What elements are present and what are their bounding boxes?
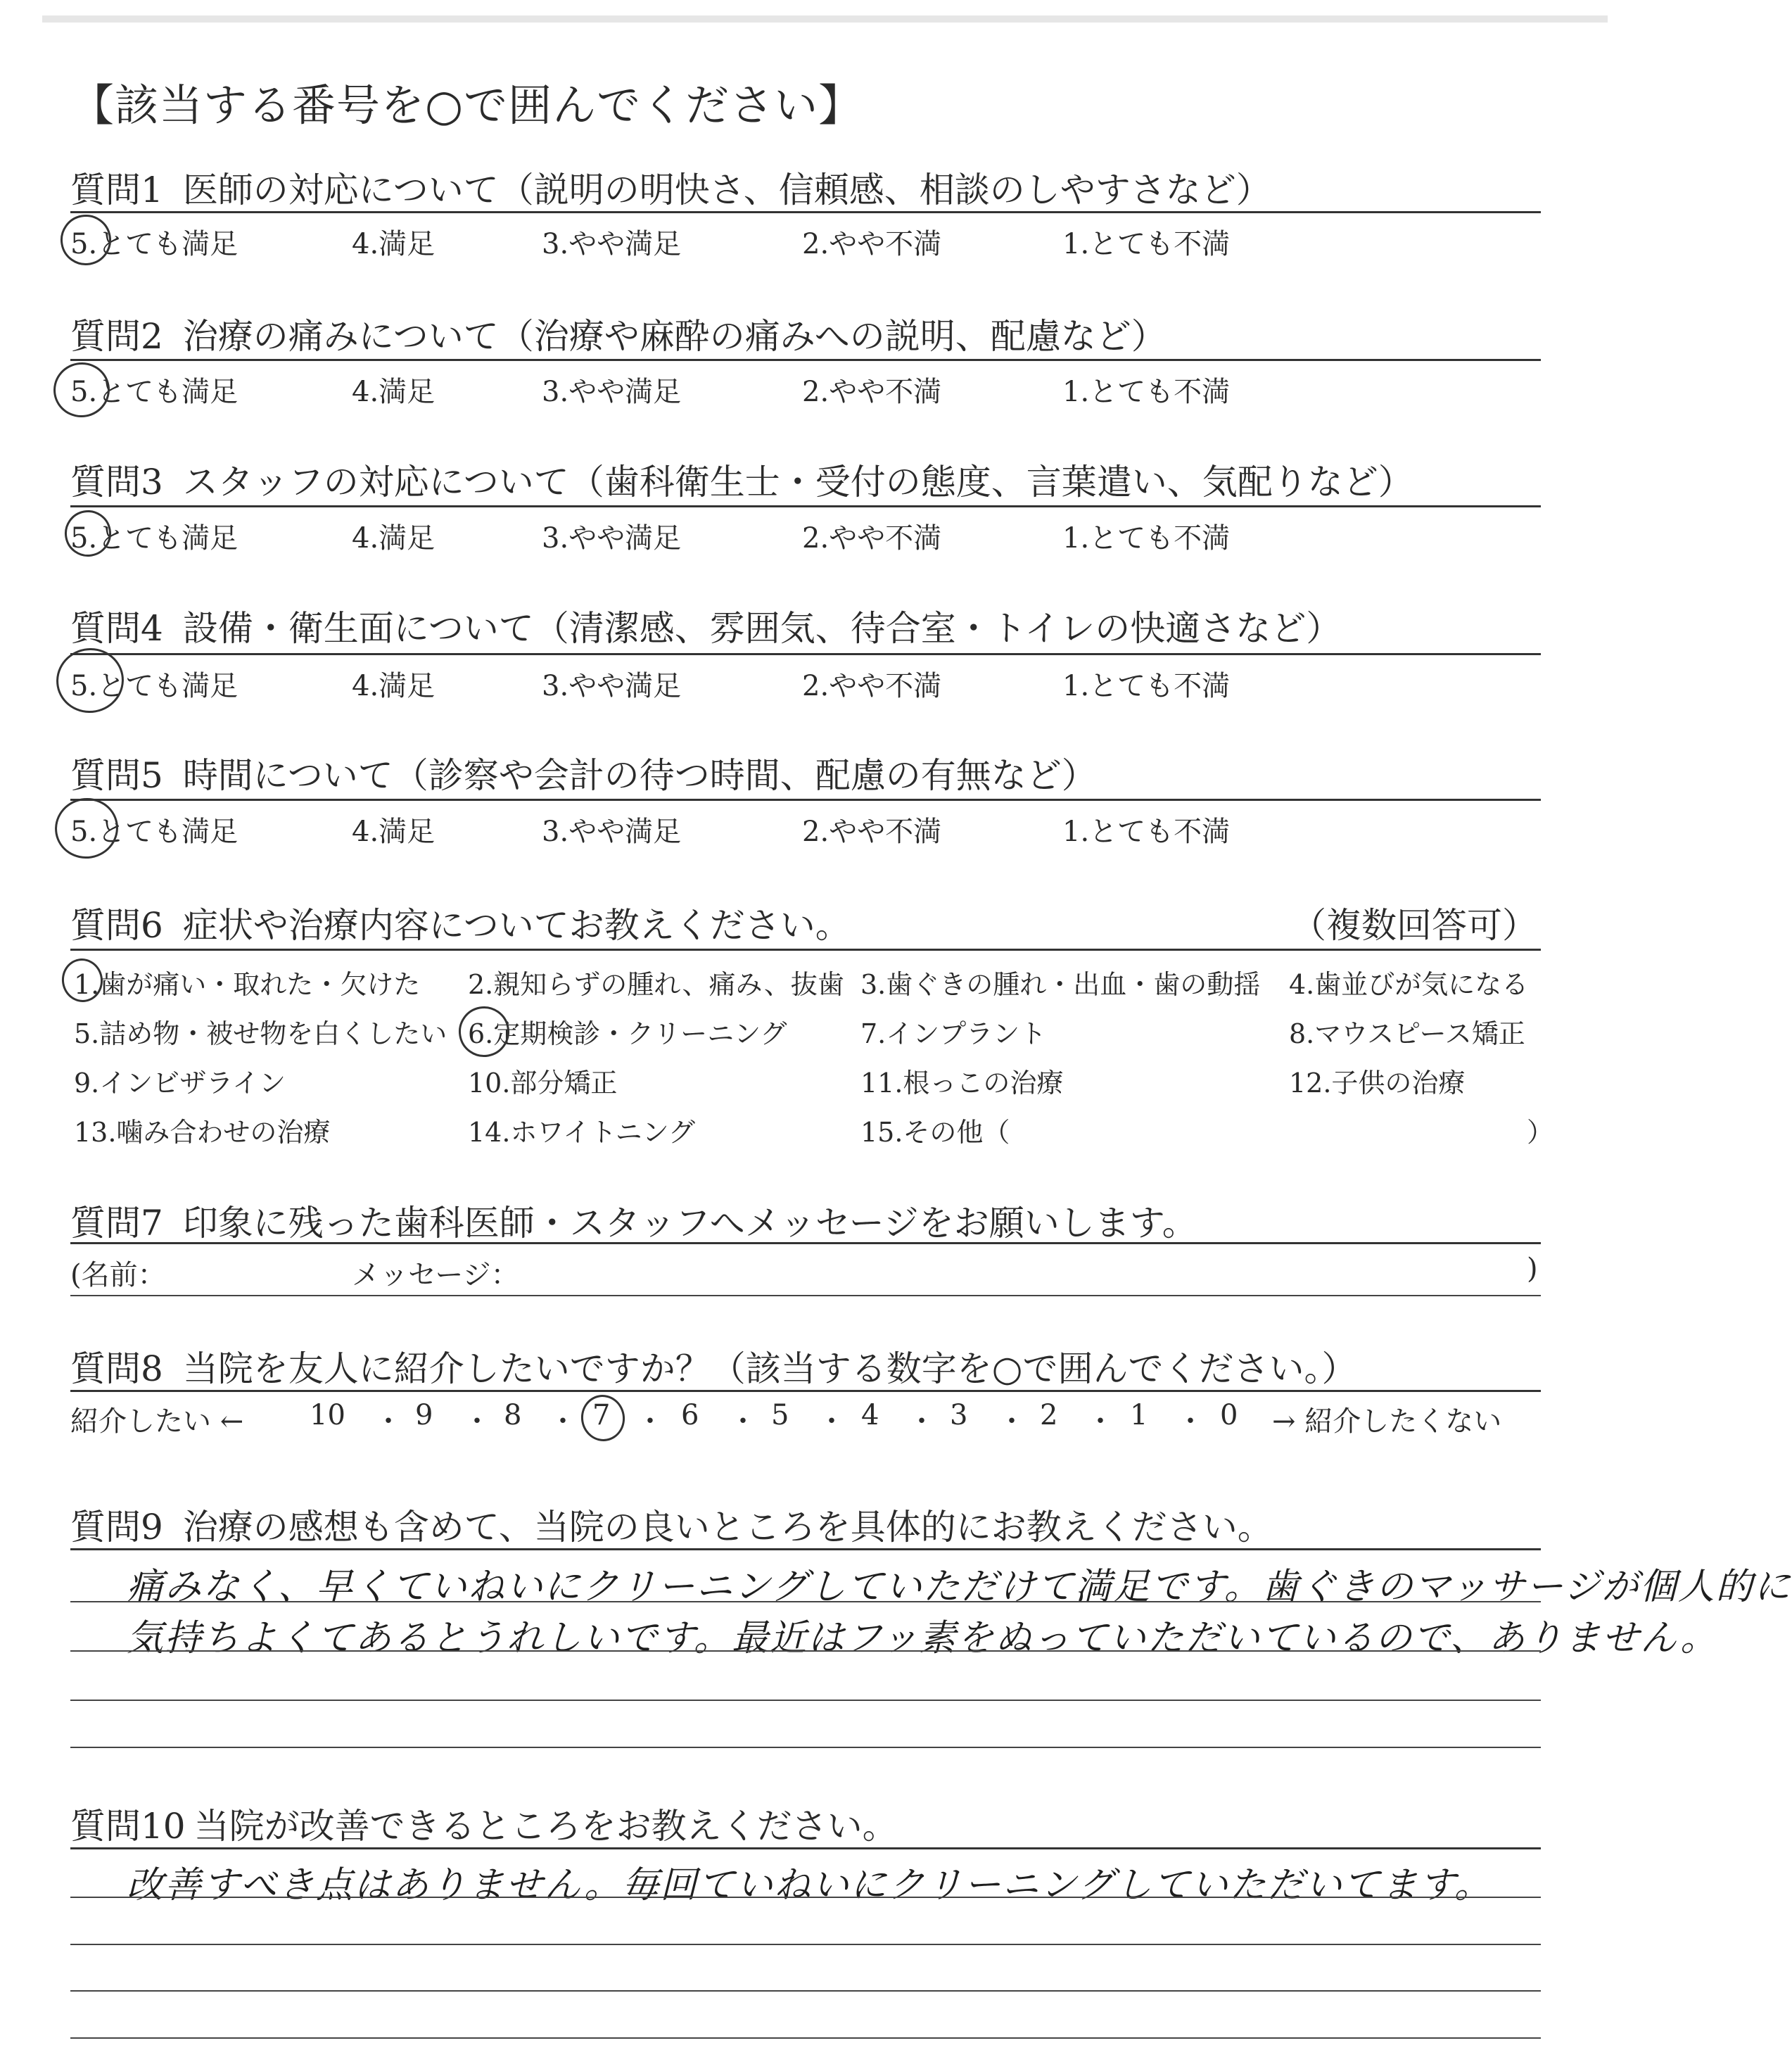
q8-scale-dot: ・ — [374, 1405, 402, 1438]
q10-answer-line-4 — [70, 2037, 1541, 2039]
q4-option-1[interactable]: 1.とても不満 — [1062, 670, 1231, 702]
question-2 — [70, 308, 1167, 359]
question-7-number: 質問7 — [70, 1203, 163, 1244]
q8-right-label: → 紹介したくない — [1272, 1405, 1502, 1438]
question-6 — [70, 897, 851, 948]
q7-answer-line — [70, 1295, 1541, 1296]
question-8-text: 当院を友人に紹介したいですか？（該当する数字を○で囲んでください。） — [182, 1348, 1357, 1389]
q8-scale-dot: ・ — [549, 1405, 577, 1438]
q8-scale-9[interactable]: 9 — [415, 1399, 433, 1431]
question-4-number: 質問4 — [70, 608, 163, 649]
q1-option-2[interactable]: 2.やや不満 — [802, 228, 942, 260]
question-8 — [70, 1341, 1356, 1391]
q2-option-1[interactable]: 1.とても不満 — [1062, 376, 1231, 408]
question-8-rule — [70, 1390, 1541, 1392]
q10-handwritten-line-1: 改善すべき点はありません。毎回ていねいにクリーニングしていただいてます。 — [127, 1864, 1492, 1906]
q9-handwritten-line-2: 気持ちよくてあるとうれしいです。最近はフッ素をぬっていただいているので、ありません。 — [127, 1617, 1719, 1659]
question-10-number: 質問10 — [70, 1806, 186, 1847]
q4-option-2[interactable]: 2.やや不満 — [802, 670, 942, 702]
question-1 — [70, 162, 1271, 213]
q7-close-paren: ) — [1527, 1253, 1538, 1285]
question-2-text: 治療の痛みについて（治療や麻酔の痛みへの説明、配慮など） — [182, 316, 1167, 357]
q3-option-5[interactable]: 5.とても満足 — [70, 522, 239, 555]
question-4 — [70, 600, 1341, 651]
q1-option-3[interactable]: 3.やや満足 — [542, 228, 682, 260]
q6-option-5[interactable]: 5.詰め物・被せ物を白くしたい — [74, 1018, 447, 1049]
question-3-rule — [70, 505, 1541, 507]
q9-answer-line-2 — [70, 1650, 1541, 1652]
q5-option-5[interactable]: 5.とても満足 — [70, 816, 239, 848]
q1-option-1[interactable]: 1.とても不満 — [1062, 228, 1231, 260]
q8-scale-4[interactable]: 4 — [861, 1399, 879, 1431]
q6-option-7[interactable]: 7.インプラント — [860, 1018, 1047, 1049]
q8-scale-dot: ・ — [1086, 1405, 1114, 1438]
q3-option-3[interactable]: 3.やや満足 — [542, 522, 682, 555]
q6-option-1[interactable]: 1.歯が痛い・取れた・欠けた — [74, 969, 421, 1000]
question-10-text: 当院が改善できるところをお教えください。 — [193, 1806, 898, 1847]
q9-handwritten-line-1: 痛みなく、早くていねいにクリーニングしていただけて満足です。歯ぐきのマッサージが個人的に — [127, 1566, 1792, 1608]
q6-option-3[interactable]: 3.歯ぐきの腫れ・出血・歯の動揺 — [860, 969, 1261, 1000]
q9-answer-line-1 — [70, 1601, 1541, 1602]
q3-option-4[interactable]: 4.満足 — [352, 522, 436, 555]
question-9-number: 質問9 — [70, 1507, 163, 1548]
q6-option-14[interactable]: 14.ホワイトニング — [468, 1117, 696, 1148]
question-5 — [70, 747, 1097, 798]
q6-option-9[interactable]: 9.インビザライン — [74, 1068, 286, 1099]
q8-scale-5[interactable]: 5 — [771, 1399, 789, 1431]
q8-scale-2[interactable]: 2 — [1040, 1399, 1058, 1431]
q3-option-2[interactable]: 2.やや不満 — [802, 522, 942, 555]
q6-option-10[interactable]: 10.部分矯正 — [468, 1068, 618, 1099]
q2-option-5[interactable]: 5.とても満足 — [70, 376, 239, 408]
question-7-text: 印象に残った歯科医師・スタッフへメッセージをお願いします。 — [182, 1203, 1197, 1244]
q6-option-6-circle — [455, 1002, 513, 1061]
q2-option-3[interactable]: 3.やや満足 — [542, 376, 682, 408]
question-4-rule — [70, 653, 1541, 655]
q6-option-12[interactable]: 12.子供の治療 — [1289, 1068, 1466, 1099]
q4-option-5[interactable]: 5.とても満足 — [70, 670, 239, 702]
q7-name-label: (名前： — [70, 1259, 166, 1291]
q5-option-1[interactable]: 1.とても不満 — [1062, 816, 1231, 848]
q8-scale-1[interactable]: 1 — [1130, 1399, 1148, 1431]
question-2-number: 質問2 — [70, 316, 163, 357]
question-3-number: 質問3 — [70, 462, 163, 502]
q8-selection-circle — [578, 1391, 629, 1445]
q3-option-1[interactable]: 1.とても不満 — [1062, 522, 1231, 555]
q4-option-4[interactable]: 4.満足 — [352, 670, 436, 702]
q9-answer-line-3 — [70, 1700, 1541, 1701]
q6-option-11[interactable]: 11.根っこの治療 — [860, 1068, 1064, 1099]
question-7 — [70, 1195, 1197, 1246]
question-4-text: 設備・衛生面について（清潔感、雰囲気、待合室・トイレの快適さなど） — [182, 608, 1342, 649]
q8-left-label: 紹介したい ← — [70, 1405, 244, 1438]
q4-option-3[interactable]: 3.やや満足 — [542, 670, 682, 702]
question-1-text: 医師の対応について（説明の明快さ、信頼感、相談のしやすさなど） — [182, 170, 1271, 210]
question-8-number: 質問8 — [70, 1348, 163, 1389]
q8-scale-0[interactable]: 0 — [1220, 1399, 1238, 1431]
q5-selection-circle — [50, 793, 123, 863]
q10-answer-line-3 — [70, 1990, 1541, 1992]
question-10 — [70, 1798, 898, 1849]
question-7-rule — [70, 1242, 1541, 1244]
question-1-rule — [70, 211, 1541, 213]
q8-scale-dot: ・ — [463, 1405, 491, 1438]
question-6-number: 質問6 — [70, 905, 163, 946]
q6-option-8[interactable]: 8.マウスピース矯正 — [1289, 1018, 1525, 1049]
question-6-text: 症状や治療内容についてお教えください。 — [182, 905, 851, 946]
q6-option-6[interactable]: 6.定期検診・クリーニング — [468, 1018, 787, 1049]
question-6-note: （複数回答可） — [1291, 905, 1537, 946]
q8-scale-8[interactable]: 8 — [504, 1399, 522, 1431]
q5-option-4[interactable]: 4.満足 — [352, 816, 436, 848]
scan-top-edge — [42, 15, 1608, 23]
q8-scale-dot: ・ — [1176, 1405, 1205, 1438]
q5-option-3[interactable]: 3.やや満足 — [542, 816, 682, 848]
q8-scale-3[interactable]: 3 — [950, 1399, 968, 1431]
question-3 — [70, 454, 1413, 505]
q2-option-2[interactable]: 2.やや不満 — [802, 376, 942, 408]
question-5-text: 時間について（診察や会計の待つ時間、配慮の有無など） — [182, 755, 1097, 796]
q1-option-5[interactable]: 5.とても満足 — [70, 228, 239, 260]
q6-option-15[interactable]: 15.その他（ — [860, 1117, 1010, 1148]
q1-option-4[interactable]: 4.満足 — [352, 228, 436, 260]
q8-scale-7[interactable]: 7 — [592, 1399, 611, 1431]
question-9-rule — [70, 1548, 1541, 1550]
question-9-text: 治療の感想も含めて、当院の良いところを具体的にお教えください。 — [182, 1507, 1273, 1548]
q8-scale-6[interactable]: 6 — [681, 1399, 699, 1431]
q6-option-2[interactable]: 2.親知らずの腫れ、痛み、抜歯 — [468, 969, 844, 1000]
q5-option-2[interactable]: 2.やや不満 — [802, 816, 942, 848]
q8-scale-dot: ・ — [729, 1405, 757, 1438]
q8-scale-10[interactable]: 10 — [310, 1399, 345, 1431]
q9-answer-line-4 — [70, 1747, 1541, 1748]
q7-message-label: メッセージ： — [352, 1259, 519, 1291]
question-9 — [70, 1499, 1273, 1550]
question-3-text: スタッフの対応について（歯科衛生士・受付の態度、言葉遣い、気配りなど） — [182, 462, 1413, 502]
q8-scale-dot: ・ — [908, 1405, 936, 1438]
q10-answer-line-2 — [70, 1944, 1541, 1945]
form-title: 【該当する番号を○で囲んでください】 — [70, 80, 863, 131]
q6-other-close-paren: ） — [1527, 1117, 1554, 1148]
question-2-rule — [70, 359, 1541, 361]
q8-scale-dot: ・ — [636, 1405, 664, 1438]
question-1-number: 質問1 — [70, 170, 163, 210]
q6-option-4[interactable]: 4.歯並びが気になる — [1289, 969, 1529, 1000]
q8-scale-dot: ・ — [998, 1405, 1026, 1438]
question-10-rule — [70, 1847, 1541, 1849]
q6-option-13[interactable]: 13.噛み合わせの治療 — [74, 1117, 331, 1148]
q8-scale-dot: ・ — [818, 1405, 846, 1438]
question-5-rule — [70, 799, 1541, 801]
q10-answer-line-1 — [70, 1897, 1541, 1898]
question-6-rule — [70, 949, 1541, 951]
q2-option-4[interactable]: 4.満足 — [352, 376, 436, 408]
q2-selection-circle — [49, 358, 114, 422]
question-5-number: 質問5 — [70, 755, 163, 796]
